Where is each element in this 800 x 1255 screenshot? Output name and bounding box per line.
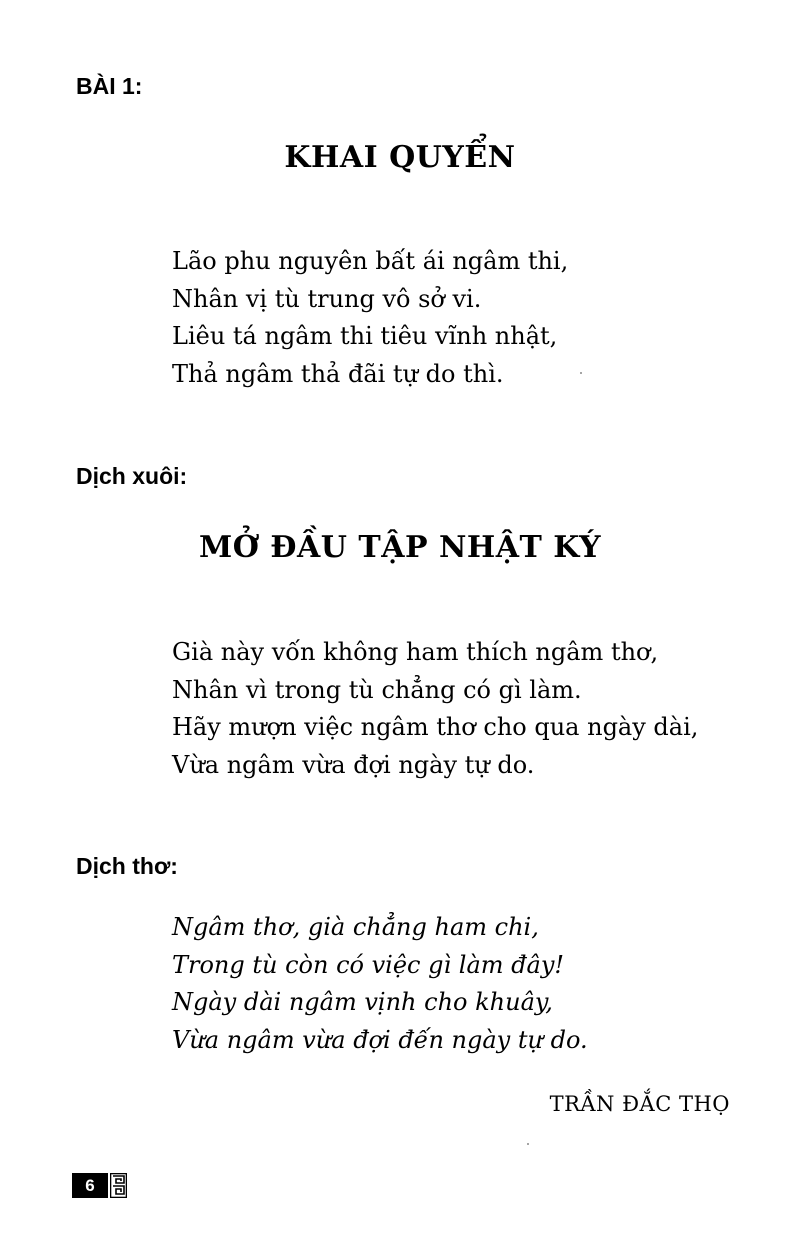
verse-line: Vừa ngâm vừa đợi đến ngày tự do. (172, 1025, 588, 1054)
prose-translation-label: Dịch xuôi: (76, 463, 188, 489)
verse-line: Nhân vị tù trung vô sở vi. (172, 284, 482, 313)
print-speck (527, 1143, 529, 1145)
page-number: 6 (72, 1173, 108, 1198)
verse-line: Ngâm thơ, già chẳng ham chi, (172, 913, 539, 941)
verse-line: Hãy mượn việc ngâm thơ cho qua ngày dài, (172, 713, 699, 741)
verse-translation-label: Dịch thơ: (76, 853, 178, 879)
poem-original-title: KHAI QUYỂN (284, 140, 516, 175)
verse-line: Liêu tá ngâm thi tiêu vĩnh nhật, (172, 322, 558, 350)
print-speck (580, 372, 582, 374)
verse-line: Trong tù còn có việc gì làm đây! (172, 950, 565, 979)
verse-line: Thả ngâm thả đãi tự do thì. (172, 359, 504, 388)
verse-line: Già này vốn không ham thích ngâm thơ, (172, 638, 659, 666)
translator-name: TRẦN ĐẮC THỌ (549, 1092, 730, 1116)
poem-number-label: BÀI 1: (76, 73, 143, 99)
verse-line: Nhân vì trong tù chẳng có gì làm. (172, 675, 582, 704)
verse-line: Vừa ngâm vừa đợi ngày tự do. (172, 750, 535, 779)
verse-translation-verse (172, 909, 588, 1059)
greek-key-ornament-icon (110, 1173, 127, 1198)
prose-translation-title: MỞ ĐẦU TẬP NHẬT KÝ (199, 530, 601, 565)
prose-translation-verse (172, 634, 698, 784)
poem-original-verse (172, 243, 568, 393)
verse-line: Ngày dài ngâm vịnh cho khuây, (172, 988, 553, 1016)
verse-line: Lão phu nguyên bất ái ngâm thi, (172, 247, 569, 275)
